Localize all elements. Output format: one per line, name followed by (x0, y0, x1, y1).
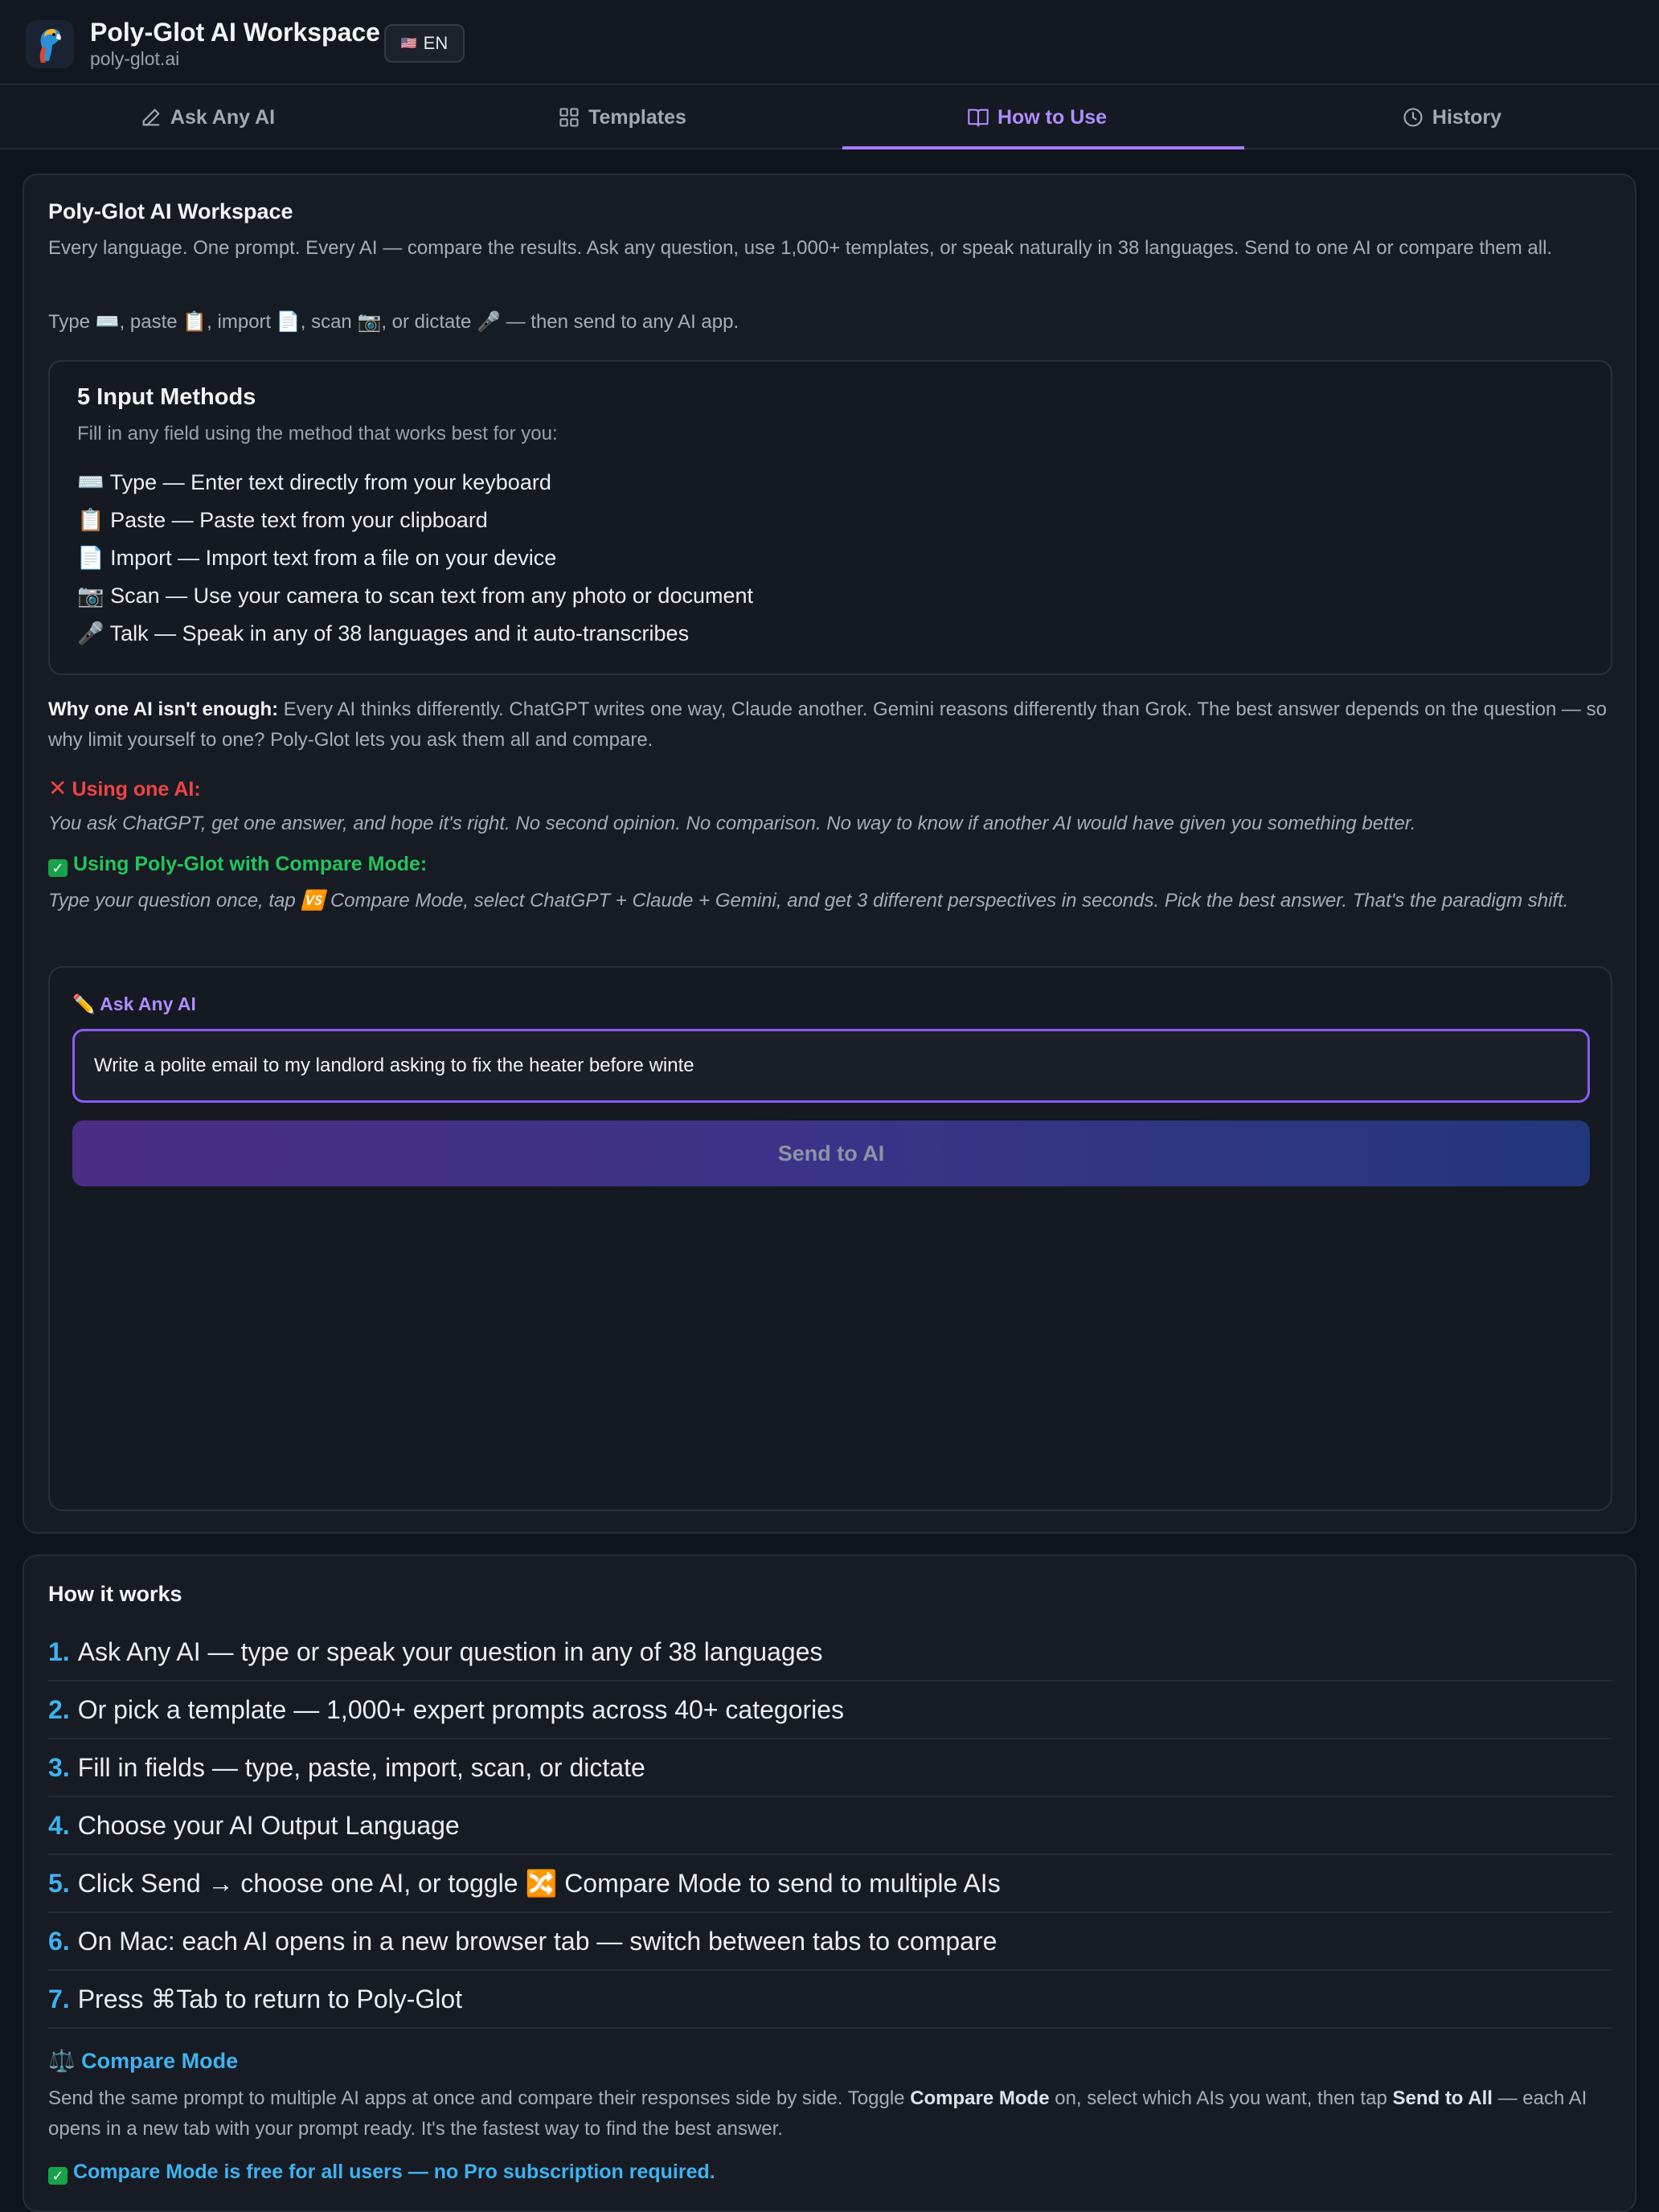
workspace-card (23, 174, 1636, 1534)
send-to-ai-button[interactable]: Send to AI (72, 1120, 1590, 1186)
parrot-logo-icon (26, 20, 74, 68)
input-methods-list (77, 463, 753, 652)
step-number: 4. (48, 1810, 70, 1840)
step-number: 6. (48, 1926, 70, 1956)
compare-mode-bold: Compare Mode (910, 2087, 1050, 2109)
compare-text-part: — each AI opens in a new tab with your prompt ready. It's the fastest way to find the best answer. (48, 2087, 1587, 2140)
input-methods-subtitle: Fill in any field using the method that works best for you: (77, 423, 558, 444)
step-item (48, 1797, 1612, 1855)
app-header (0, 0, 1659, 85)
free-note-text: Compare Mode is free for all users — no Pro subscription required. (72, 2161, 715, 2183)
compare-text-part: on, select which AIs you want, then tap (1055, 2087, 1387, 2109)
steps-list (48, 1624, 1612, 2029)
compare-text-part: Send the same prompt to multiple AI apps at once and compare their responses side by side. Toggle (48, 2087, 905, 2109)
method-talk: 🎤 Talk — Speak in any of 38 languages and it auto-transcribes (77, 621, 690, 645)
app-title: Poly-Glot AI Workspace (90, 18, 380, 47)
tab-label: Ask Any AI (170, 105, 276, 129)
step-item (48, 1739, 1612, 1797)
step-number: 7. (48, 1984, 70, 2013)
method-paste: 📋 Paste — Paste text from your clipboard (77, 507, 488, 532)
tab-how-to-use[interactable] (830, 87, 1244, 148)
language-code: EN (423, 33, 449, 53)
tab-label: History (1432, 105, 1502, 129)
step-number: 1. (48, 1636, 70, 1666)
input-methods-title: 5 Input Methods (77, 384, 256, 410)
send-to-all-bold: Send to All (1392, 2087, 1493, 2109)
ask-any-ai-label: ✏️ Ask Any AI (72, 993, 196, 1014)
using-one-ai-label (48, 775, 201, 801)
cross-mark-icon: ✕ (48, 776, 68, 801)
compare-mode-description (48, 2083, 1624, 2144)
why-text: Every AI thinks differently. ChatGPT writes one way, Claude another. Gemini reasons differently than Grok. The best answer depends on the question — so why limit yourself to one? Poly-Glot lets you ask them all and compare. (48, 698, 1608, 751)
tab-label: Templates (588, 105, 686, 129)
tab-templates[interactable] (415, 87, 830, 148)
compare-mode-text: Type your question once, tap 🆚 Compare Mode, select ChatGPT + Claude + Gemini, and get 3 different perspectives in seconds. Pick the best answer. That's the paradigm shift. (48, 890, 1569, 911)
check-mark-icon: ✓ (48, 2167, 68, 2185)
how-it-works-card (23, 1555, 1636, 2212)
step-text: Choose your AI Output Language (77, 1810, 460, 1840)
compare-mode-title: ⚖️ Compare Mode (48, 2049, 239, 2073)
step-number: 2. (48, 1694, 70, 1724)
tab-history[interactable] (1244, 87, 1659, 148)
prompt-input[interactable] (72, 1029, 1590, 1103)
input-methods-summary: Type ⌨️, paste 📋, import 📄, scan 📷, or dictate 🎤 — then send to any AI app. (48, 311, 739, 333)
compare-mode-label (48, 853, 427, 877)
step-text: Ask Any AI — type or speak your question in any of 38 languages (77, 1636, 823, 1666)
bad-label-text: Using one AI: (72, 778, 201, 801)
method-scan: 📷 Scan — Use your camera to scan text from any photo or document (77, 583, 753, 608)
step-text: Fill in fields — type, paste, import, scan, or dictate (77, 1752, 645, 1782)
step-text: On Mac: each AI opens in a new browser tab — switch between tabs to compare (77, 1926, 997, 1956)
input-methods-panel (48, 360, 1612, 675)
ask-any-ai-panel (48, 966, 1612, 1511)
why-lead: Why one AI isn't enough: (48, 698, 279, 720)
step-number: 3. (48, 1752, 70, 1782)
tab-label: How to Use (997, 105, 1108, 129)
app-domain: poly-glot.ai (90, 48, 180, 69)
step-item (48, 1855, 1612, 1913)
step-item (48, 1624, 1612, 1682)
page-title: Poly-Glot AI Workspace (48, 199, 293, 223)
intro-text: Every language. One prompt. Every AI — compare the results. Ask any question, use 1,000+ templates, or speak naturally in 38 languages. Send to one AI or compare them all. (48, 237, 1553, 259)
step-item (48, 1971, 1612, 2029)
using-one-ai-text: You ask ChatGPT, get one answer, and hope it's right. No second opinion. No comparison. No way to know if another AI would have given you something better. (48, 813, 1416, 834)
step-text: Press ⌘Tab to return to Poly-Glot (77, 1985, 463, 2013)
pencil-icon (140, 106, 162, 129)
check-mark-icon: ✓ (48, 859, 68, 877)
tab-ask-any-ai[interactable] (0, 87, 415, 148)
step-item (48, 1682, 1612, 1739)
language-selector-button[interactable] (384, 24, 465, 63)
why-paragraph (48, 694, 1624, 756)
grid-icon (558, 106, 580, 129)
free-note (48, 2161, 715, 2185)
good-label-text: Using Poly-Glot with Compare Mode: (72, 853, 428, 875)
step-text: Click Send → choose one AI, or toggle 🔀 Compare Mode to send to multiple AIs (77, 1869, 1001, 1898)
book-icon (967, 106, 989, 129)
method-type: ⌨️ Type — Enter text directly from your keyboard (77, 469, 551, 494)
step-text: Or pick a template — 1,000+ expert prompts across 40+ categories (77, 1694, 845, 1724)
step-number: 5. (48, 1868, 70, 1898)
tab-bar (0, 87, 1659, 150)
step-item (48, 1913, 1612, 1971)
method-import: 📄 Import — Import text from a file on your device (77, 545, 557, 570)
clock-icon (1402, 106, 1424, 129)
us-flag-icon: 🇺🇸 (400, 37, 417, 51)
how-it-works-title: How it works (48, 1582, 182, 1606)
